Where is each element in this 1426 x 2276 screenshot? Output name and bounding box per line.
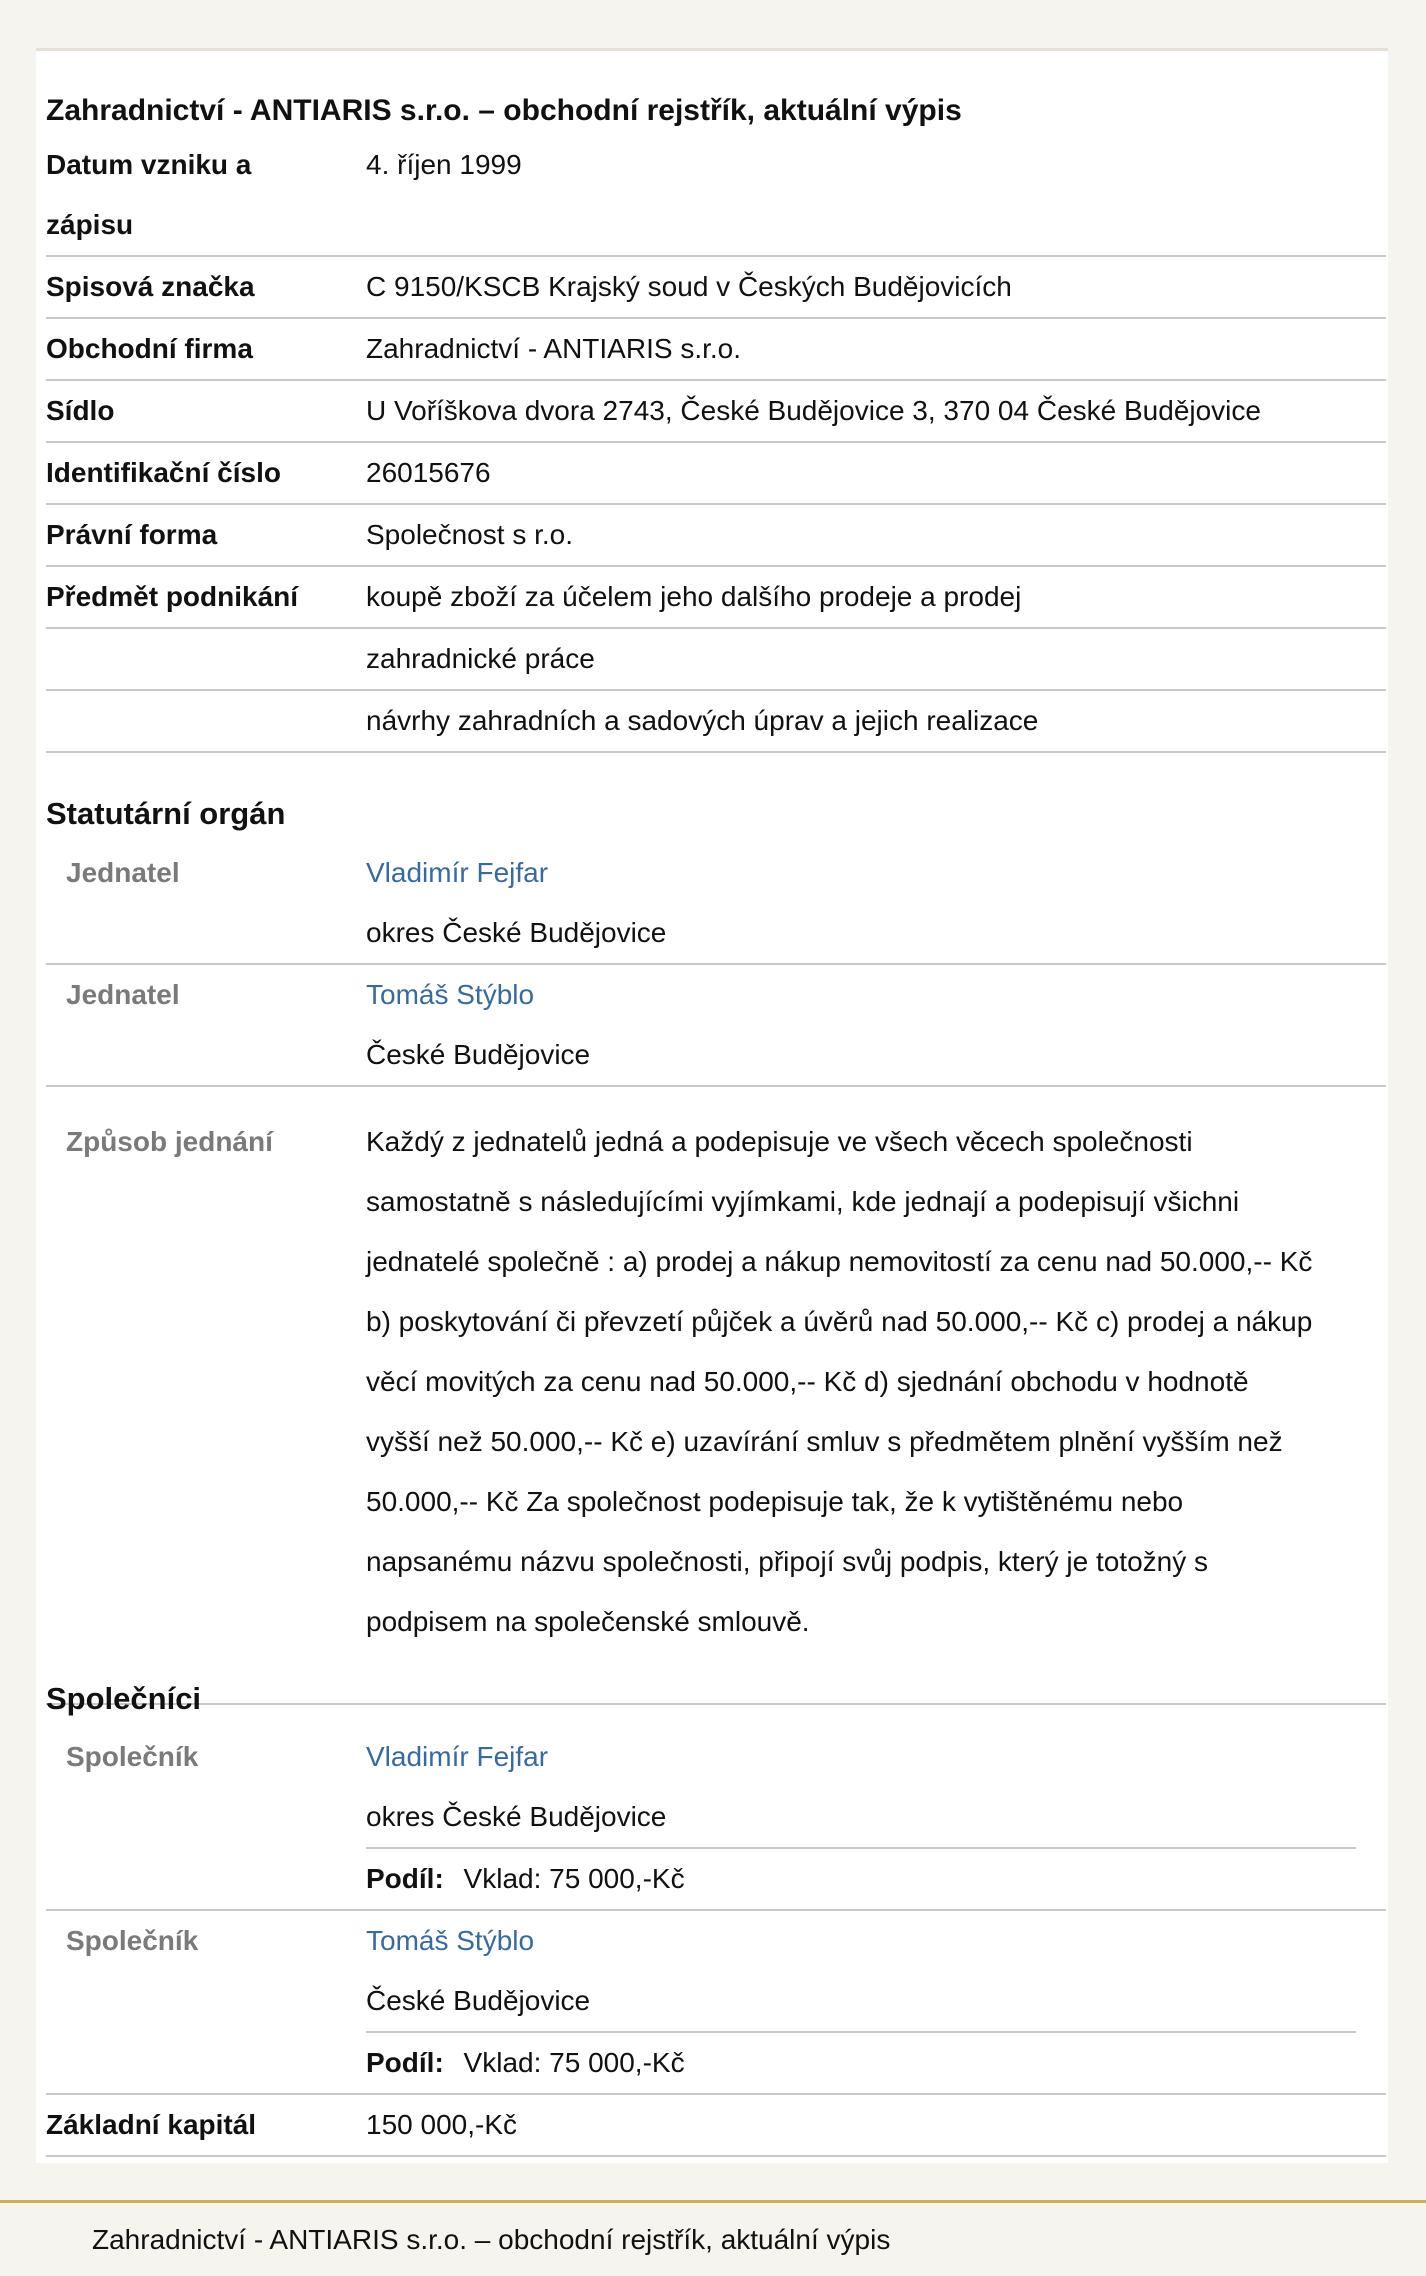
datum-value: 4. říjen 1999 <box>366 149 522 180</box>
row-predmet-2 <box>46 629 1386 691</box>
spisova-value: C 9150/KSCB Krajský soud v Českých Budějovicích <box>366 271 1012 302</box>
member-name-link[interactable]: Tomáš Stýblo <box>366 1925 535 1956</box>
zpusob-line: napsanému názvu společnosti, připojí svůj podpis, který je totožný s <box>366 1546 1209 1577</box>
footer-title: Zahradnictví - ANTIARIS s.r.o. – obchodní rejstřík, aktuální výpis <box>92 2224 891 2255</box>
podil-line <box>366 1849 685 1909</box>
member-role: Společník <box>66 1741 199 1772</box>
member-name-link[interactable]: Vladimír Fejfar <box>366 1741 549 1772</box>
row-ico <box>46 443 1386 505</box>
member-name-link[interactable]: Tomáš Stýblo <box>366 979 535 1010</box>
page-title: Zahradnictví - ANTIARIS s.r.o. – obchodní rejstřík, aktuální výpis <box>46 94 962 127</box>
register-card <box>36 48 1388 2163</box>
row-spisova <box>46 257 1386 319</box>
row-sidlo <box>46 381 1386 443</box>
member-role: Společník <box>66 1925 199 1956</box>
datum-label-line2: zápisu <box>46 209 134 240</box>
spolecnik-member <box>46 1911 1386 2095</box>
member-name-link[interactable]: Vladimír Fejfar <box>366 857 549 888</box>
zpusob-line: podpisem na společenské smlouvě. <box>366 1606 810 1637</box>
kapital-value: 150 000,-Kč <box>366 2109 517 2140</box>
zpusob-line: Každý z jednatelů jedná a podepisuje ve všech věcech společnosti <box>366 1126 1193 1157</box>
predmet-item: zahradnické práce <box>366 643 595 674</box>
member-role: Jednatel <box>66 857 180 888</box>
firma-value: Zahradnictví - ANTIARIS s.r.o. <box>366 333 742 364</box>
predmet-item: návrhy zahradních a sadových úprav a jejich realizace <box>366 705 1039 736</box>
zpusob-line: b) poskytování či převzetí půjček a úvěrů nad 50.000,-- Kč c) prodej a nákup <box>366 1306 1313 1337</box>
podil-value: Vklad: 75 000,-Kč <box>463 1863 685 1894</box>
member-role: Jednatel <box>66 979 180 1010</box>
spolecnici-heading: Společníci <box>46 1681 202 1716</box>
statutarni-member <box>46 965 1386 1087</box>
zpusob-label: Způsob jednání <box>66 1126 273 1157</box>
podil-label: Podíl: <box>366 1863 444 1894</box>
statutarni-member <box>46 843 1386 965</box>
sidlo-value: U Voříškova dvora 2743, České Budějovice 3, 370 04 České Budějovice <box>366 395 1261 426</box>
pravni-forma-label: Právní forma <box>46 519 218 550</box>
podil-label: Podíl: <box>366 2047 444 2078</box>
zpusob-line: jednatelé společně : a) prodej a nákup nemovitostí za cenu nad 50.000,-- Kč <box>366 1246 1313 1277</box>
pravni-forma-value: Společnost s r.o. <box>366 519 574 550</box>
row-pravni-forma <box>46 505 1386 567</box>
datum-label-line1: Datum vzniku a <box>46 149 252 180</box>
row-predmet-3 <box>46 691 1386 753</box>
member-place: okres České Budějovice <box>366 917 667 948</box>
spisova-label: Spisová značka <box>46 271 255 302</box>
member-place: České Budějovice <box>366 1985 591 2016</box>
zpusob-line: věcí movitých za cenu nad 50.000,-- Kč d) sjednání obchodu v hodnotě <box>366 1366 1249 1397</box>
member-place: České Budějovice <box>366 1039 591 1070</box>
row-firma <box>46 319 1386 381</box>
firma-label: Obchodní firma <box>46 333 253 364</box>
podil-value: Vklad: 75 000,-Kč <box>463 2047 685 2078</box>
zpusob-line: 50.000,-- Kč Za společnost podepisuje tak, že k vytištěnému nebo <box>366 1486 1184 1517</box>
row-kapital <box>46 2095 1386 2157</box>
predmet-item: koupě zboží za účelem jeho dalšího prodeje a prodej <box>366 581 1022 612</box>
statutarni-heading: Statutární orgán <box>46 796 286 831</box>
footer-divider <box>0 2200 1426 2203</box>
podil-line <box>366 2033 685 2093</box>
kapital-label: Základní kapitál <box>46 2109 257 2140</box>
ico-label: Identifikační číslo <box>46 457 281 488</box>
sidlo-label: Sídlo <box>46 395 115 426</box>
row-zpusob-jednani <box>46 1087 1386 1705</box>
zpusob-line: vyšší než 50.000,-- Kč e) uzavírání smluv s předmětem plnění vyšším než <box>366 1426 1283 1457</box>
zpusob-line: samostatně s následujícími vyjímkami, kde jednají a podepisují všichni <box>366 1186 1240 1217</box>
row-datum <box>46 135 1386 257</box>
ico-value: 26015676 <box>366 457 491 488</box>
row-predmet-1 <box>46 567 1386 629</box>
member-place: okres České Budějovice <box>366 1801 667 1832</box>
spolecnik-member <box>46 1727 1386 1911</box>
predmet-label: Předmět podnikání <box>46 581 299 612</box>
